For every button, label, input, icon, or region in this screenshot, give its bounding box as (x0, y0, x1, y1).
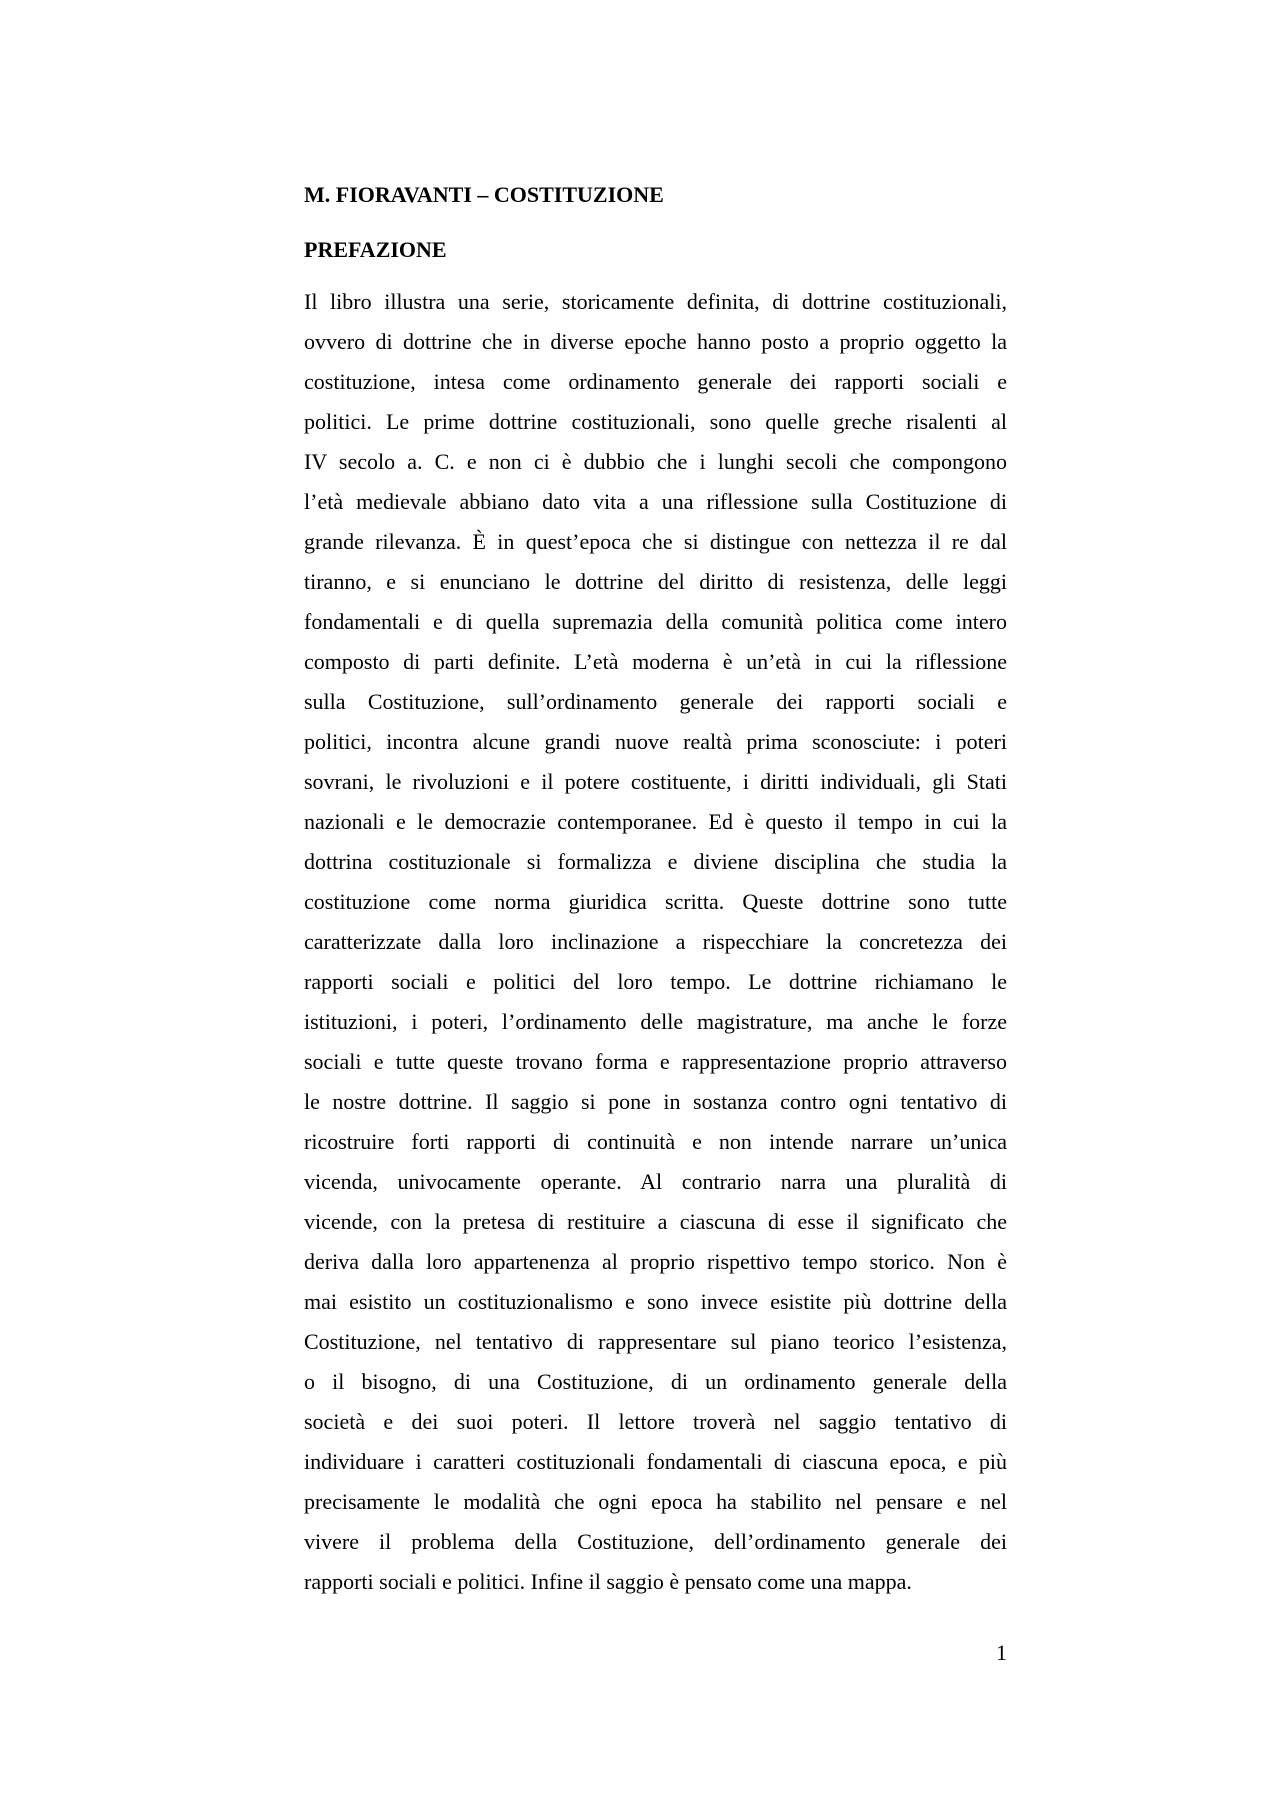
paragraph-line: le nostre dottrine. Il saggio si pone in sostanza contro ogni tentativo di (304, 1089, 1007, 1114)
paragraph-line: sovrani, le rivoluzioni e il potere costituente, i diritti individuali, gli Stati (304, 769, 1007, 794)
paragraph-line: dottrina costituzionale si formalizza e diviene disciplina che studia la (304, 849, 1007, 874)
paragraph-line: vicende, con la pretesa di restituire a ciascuna di esse il significato che (304, 1209, 1007, 1234)
body-paragraph (304, 282, 1007, 1602)
paragraph-line: vicenda, univocamente operante. Al contrario narra una pluralità di (304, 1169, 1007, 1194)
document-title: M. FIORAVANTI – COSTITUZIONE (304, 182, 664, 207)
page-number: 1 (996, 1640, 1007, 1665)
paragraph-line: costituzione come norma giuridica scritta. Queste dottrine sono tutte (304, 889, 1007, 914)
paragraph-line: ovvero di dottrine che in diverse epoche hanno posto a proprio oggetto la (304, 329, 1007, 354)
paragraph-line: Costituzione, nel tentativo di rappresentare sul piano teorico l’esistenza, (304, 1329, 1007, 1354)
paragraph-line: mai esistito un costituzionalismo e sono invece esistite più dottrine della (304, 1289, 1007, 1314)
paragraph-line: individuare i caratteri costituzionali fondamentali di ciascuna epoca, e più (304, 1449, 1007, 1474)
paragraph-line: istituzioni, i poteri, l’ordinamento delle magistrature, ma anche le forze (304, 1009, 1007, 1034)
page-content (304, 175, 1007, 1602)
paragraph-line: IV secolo a. C. e non ci è dubbio che i lunghi secoli che compongono (304, 449, 1007, 474)
paragraph-line: società e dei suoi poteri. Il lettore troverà nel saggio tentativo di (304, 1409, 1007, 1434)
paragraph-line: o il bisogno, di una Costituzione, di un ordinamento generale della (304, 1369, 1007, 1394)
paragraph-line: sulla Costituzione, sull’ordinamento generale dei rapporti sociali e (304, 689, 1007, 714)
section-heading: PREFAZIONE (304, 237, 447, 262)
paragraph-line: sociali e tutte queste trovano forma e rappresentazione proprio attraverso (304, 1049, 1007, 1074)
paragraph-line: fondamentali e di quella supremazia della comunità politica come intero (304, 609, 1007, 634)
paragraph-line: politici, incontra alcune grandi nuove realtà prima sconosciute: i poteri (304, 729, 1007, 754)
paragraph-line: rapporti sociali e politici. Infine il saggio è pensato come una mappa. (304, 1569, 912, 1594)
paragraph-line: vivere il problema della Costituzione, dell’ordinamento generale dei (304, 1529, 1007, 1554)
paragraph-line: politici. Le prime dottrine costituzionali, sono quelle greche risalenti al (304, 409, 1007, 434)
paragraph-line: deriva dalla loro appartenenza al proprio rispettivo tempo storico. Non è (304, 1249, 1007, 1274)
paragraph-line: nazionali e le democrazie contemporanee. Ed è questo il tempo in cui la (304, 809, 1007, 834)
paragraph-line: ricostruire forti rapporti di continuità e non intende narrare un’unica (304, 1129, 1007, 1154)
paragraph-line: rapporti sociali e politici del loro tempo. Le dottrine richiamano le (304, 969, 1007, 994)
paragraph-line: Il libro illustra una serie, storicamente definita, di dottrine costituzionali, (304, 289, 1007, 314)
paragraph-line: tiranno, e si enunciano le dottrine del diritto di resistenza, delle leggi (304, 569, 1007, 594)
paragraph-line: costituzione, intesa come ordinamento generale dei rapporti sociali e (304, 369, 1007, 394)
paragraph-line: caratterizzate dalla loro inclinazione a rispecchiare la concretezza dei (304, 929, 1007, 954)
paragraph-line: composto di parti definite. L’età moderna è un’età in cui la riflessione (304, 649, 1007, 674)
paragraph-line: grande rilevanza. È in quest’epoca che si distingue con nettezza il re dal (304, 529, 1007, 554)
paragraph-line: precisamente le modalità che ogni epoca ha stabilito nel pensare e nel (304, 1489, 1007, 1514)
paragraph-line: l’età medievale abbiano dato vita a una riflessione sulla Costituzione di (304, 489, 1007, 514)
